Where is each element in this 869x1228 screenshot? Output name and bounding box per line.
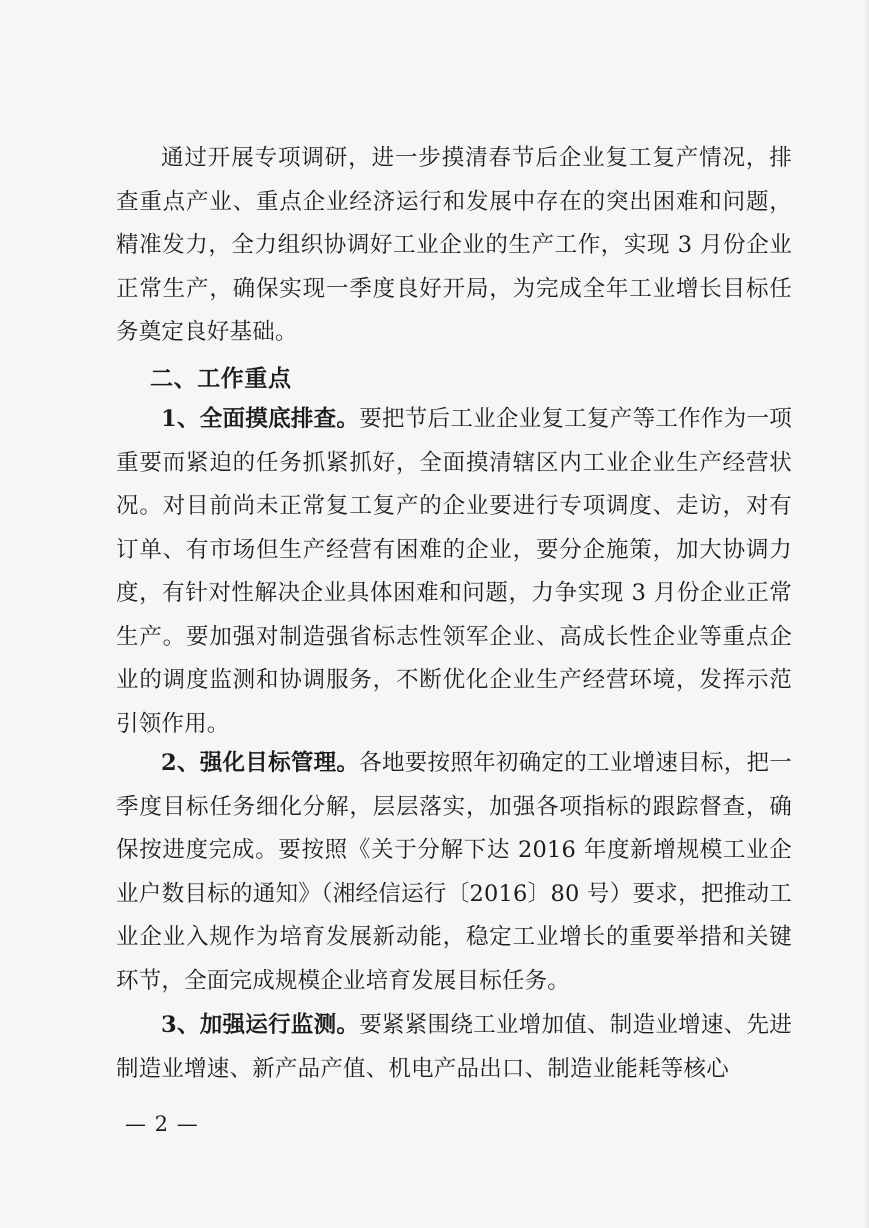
item-1-paragraph	[116, 398, 792, 746]
item-2-lead: 2、强化目标管理。	[161, 750, 360, 776]
item-3-paragraph	[116, 1004, 792, 1091]
item-3-lead: 3、加强运行监测。	[161, 1012, 360, 1038]
item-2-paragraph	[116, 742, 792, 1003]
item-1-lead: 1、全面摸底排查。	[161, 406, 360, 432]
intro-paragraph: 通过开展专项调研，进一步摸清春节后企业复工复产情况，排查重点产业、重点企业经济运行和发展中存在的突出困难和问题，精准发力，全力组织协调好工业企业的生产工作，实现 3 月份企业正常生产，确保实现一季度良好开局，为完成全年工业增长目标任务奠定良好基础。	[116, 145, 792, 345]
section-heading: 二、工作重点	[150, 365, 292, 392]
item-3-body: 要紧紧围绕工业增加值、制造业增速、先进制造业增速、新产品产值、机电产品出口、制造业能耗等核心	[116, 1012, 792, 1082]
scan-edge-shadow	[863, 0, 869, 1228]
item-2-body: 各地要按照年初确定的工业增速目标，把一季度目标任务细化分解，层层落实，加强各项指标的跟踪督查，确保按进度完成。要按照《关于分解下达 2016 年度新增规模工业企业户数目标的通知》（湘经信运行〔2016〕80 号）要求，把推动工业企业入规作为培育发展新动能，稳定工业增长的重要举措和关键环节，全面完成规模企业培育发展目标任务。	[116, 750, 792, 994]
page-number: — 2 —	[125, 1112, 199, 1136]
item-1-body: 要把节后工业企业复工复产等工作作为一项重要而紧迫的任务抓紧抓好，全面摸清辖区内工业企业生产经营状况。对目前尚未正常复工复产的企业要进行专项调度、走访，对有订单、有市场但生产经营有困难的企业，要分企施策，加大协调力度，有针对性解决企业具体困难和问题，力争实现 3 月份企业正常生产。要加强对制造强省标志性领军企业、高成长性企业等重点企业的调度监测和协调服务，不断优化企业生产经营环境，发挥示范引领作用。	[116, 406, 792, 737]
